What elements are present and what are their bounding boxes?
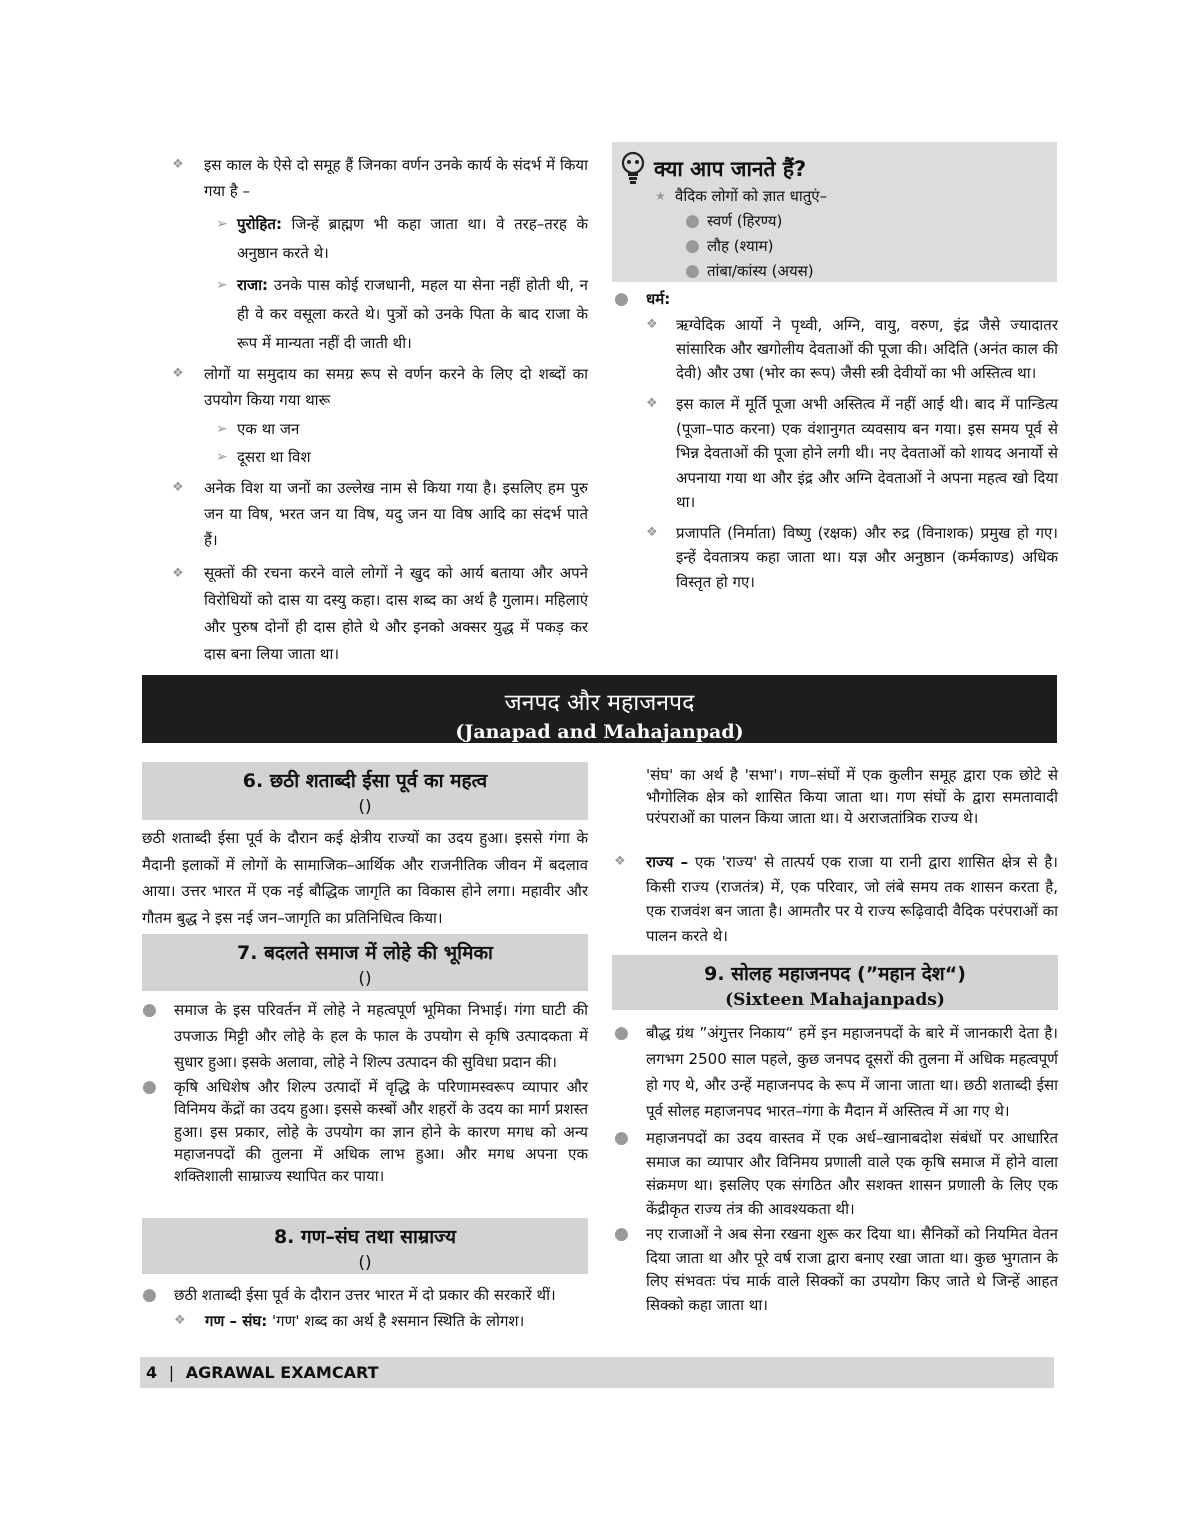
list-item: ● समाज के इस परिवर्तन में लोहे ने महत्वपूर्ण भूमिका निभाई। गंगा घाटी की उपजाऊ मिट्टी और लोहे के हल के फाल के उपयोग से कृषि उत्पादकता में सुधार हुआ। इसके अलावा, लोहे ने शिल्प उत्पादन की सुविधा प्रदान की।	[142, 997, 588, 1075]
term-purohit: पुरोहित:	[237, 215, 282, 233]
gana-sangh-continuation: 'संघ' का अर्थ है 'सभा'। गण–संघों में एक कुलीन समूह द्वारा एक छोटे से भौगोलिक क्षेत्र को शासित किया जाता था। गण संघों के द्वारा समतावादी परंपराओं का पालन किया जाता था। ये अराजतांत्रिक राज्य थे।	[646, 766, 1058, 827]
dot-bullet-icon: ●	[685, 261, 700, 281]
list-item: ● महाजनपदों का उदय वास्तव में एक अर्ध–खानाबदोश संबंधों पर आधारित समाज का व्यापार और विनिमय प्रणाली वाले एक कृषि समाज में होने वाला संक्रमण था। इसलिए एक संगठित और सशक्त शासन प्रणाली के लिए एक केंद्रीकृत राज्य तंत्र की आवश्यकता थी।	[614, 1128, 1058, 1218]
dot-bullet-icon: ●	[614, 289, 629, 309]
dot-bullet-icon: ●	[614, 1023, 629, 1043]
arrow-bullet-icon: ➢	[216, 449, 228, 465]
list-item: ❖ अनेक विश या जनों का उल्लेख नाम से किया गया है। इसलिए हम पुरु जन या विष, भरत जन या विष, यदु जन या विष आदि का संदर्भ पाते हैं।	[172, 475, 588, 553]
list-item: ★ वैदिक लोगों को ज्ञात धातुएं–	[655, 184, 1045, 209]
term-rajya: राज्य –	[646, 853, 689, 871]
list-item: ➢ एक था जन	[172, 415, 588, 443]
section-8-list	[142, 1282, 588, 1334]
page-number: 4	[146, 1363, 158, 1382]
banner-title-hindi: जनपद और महाजनपद	[504, 690, 695, 716]
dot-bullet-icon: ●	[685, 236, 700, 256]
section-7-heading: 7. बदलते समाज में लोहे की भूमिका ()	[142, 934, 588, 991]
list-item: ➢ दूसरा था विश	[172, 443, 588, 471]
diamond-bullet-icon: ❖	[172, 157, 184, 172]
rajya-item	[614, 850, 1058, 948]
list-item: ❖ ऋग्वेदिक आर्यो ने पृथ्वी, अग्नि, वायु, वरुण, इंद्र जैसे ज्यादातर सांसारिक और खगोलीय देवताओं की पूजा की। अदिति (अनंत काल की देवी) और उषा (भोर का रूप) जैसी स्त्री देवीयों का भी अस्तित्व था।	[614, 313, 1058, 385]
list-item: ● तांबा/कांस्य (अयस)	[655, 259, 1045, 284]
section-6-heading: 6. छठी शताब्दी ईसा पूर्व का महत्व ()	[142, 762, 588, 820]
dharma-heading: धर्म:	[646, 290, 671, 308]
list-item: ➢ पुरोहित: जिन्हें ब्राह्मण भी कहा जाता था। वे तरह–तरह के अनुष्ठान करते थे।	[172, 210, 588, 268]
diamond-bullet-icon: ❖	[646, 396, 658, 411]
did-you-know-title: क्या आप जानते हैं?	[654, 157, 807, 181]
section-6-text: छठी शताब्दी ईसा पूर्व के दौरान कई क्षेत्रीय राज्यों का उदय हुआ। इससे गंगा के मैदानी इलाकों में लोगों के सामाजिक–आर्थिक और राजनीतिक जीवन में बदलाव आया। उत्तर भारत में एक नई बौद्धिक जागृति का विकास होने लगा। महावीर और गौतम बुद्ध ने इस नई जन–जागृति का प्रतिनिधित्व किया।	[142, 829, 588, 927]
star-bullet-icon: ★	[655, 189, 666, 203]
section-9-heading: 9. सोलह महाजनपद (”महान देश“) (Sixteen Mahajanpads)	[612, 955, 1058, 1010]
list-item: ❖ प्रजापति (निर्माता) विष्णु (रक्षक) और रुद्र (विनाशक) प्रमुख हो गए। इन्हें देवतात्रय कहा जाता था। यज्ञ और अनुष्ठान (कर्मकाण्ड) अधिक विस्तृत हो गए।	[614, 521, 1058, 595]
lightbulb-icon	[619, 150, 647, 186]
list-item: ➢ राजा: उनके पास कोई राजधानी, महल या सेना नहीं होती थी, न ही वे कर वसूला करते थे। पुत्रों को उनके पिता के बाद राजा के रूप में मान्यता नहीं दी जाती थी।	[172, 271, 588, 358]
diamond-bullet-icon: ❖	[614, 854, 626, 869]
dharma-section	[614, 286, 1058, 594]
dot-bullet-icon: ●	[614, 1128, 629, 1148]
section-9-list	[614, 1020, 1058, 1317]
list-item: ● छठी शताब्दी ईसा पूर्व के दौरान उत्तर भारत में दो प्रकार की सरकारें थीं।	[142, 1282, 588, 1308]
did-you-know-content	[655, 184, 1045, 284]
dot-bullet-icon: ●	[614, 1224, 629, 1244]
list-item: ● बौद्ध ग्रंथ ”अंगुत्तर निकाय“ हमें इन महाजनपदों के बारे में जानकारी देता है। लगभग 2500 साल पहले, कुछ जनपद दूसरों की तुलना में अधिक महत्वपूर्ण हो गए थे, और उन्हें महाजनपद के रूप में जाना जाता था। छठी शताब्दी ईसा पूर्व सोलह महाजनपद भारत–गंगा के मैदान में अस्तित्व में आ गए थे।	[614, 1020, 1058, 1124]
list-item: ❖ लोगों या समुदाय का समग्र रूप से वर्णन करने के लिए दो शब्दों का उपयोग किया गया थारू	[172, 361, 588, 413]
chapter-banner	[142, 675, 1057, 743]
list-item: ❖ इस काल में मूर्ति पूजा अभी अस्तित्व में नहीं आई थी। बाद में पान्डित्य (पूजा–पाठ करना) एक वंशानुगत व्यवसाय बन गया। इस समय पूर्व से भिन्न देवताओं की पूजा होने लगी थी। नए देवताओं को शायद अनार्यो से अपनाया गया था और इंद्र और अग्नि देवताओं ने अपना महत्व खो दिया था।	[614, 392, 1058, 515]
diamond-bullet-icon: ❖	[172, 566, 184, 581]
list-item: ● कृषि अधिशेष और शिल्प उत्पादों में वृद्धि के परिणामस्वरूप व्यापार और विनिमय केंद्रों का उदय हुआ। इससे कस्बों और शहरों के उदय का मार्ग प्रशस्त हुआ। इस प्रकार, लोहे के उपयोग का ज्ञान होने के कारण मगध को अन्य महाजनपदों की तुलना में अधिक लाभ हुआ। और मगध अपना एक शक्तिशाली साम्राज्य स्थापित कर पाया।	[142, 1077, 588, 1186]
list-item: ● लौह (श्याम)	[655, 234, 1045, 259]
diamond-bullet-icon: ❖	[174, 1313, 186, 1328]
diamond-bullet-icon: ❖	[646, 524, 658, 540]
diamond-bullet-icon: ❖	[172, 366, 184, 381]
footer	[146, 1363, 378, 1382]
left-top-column	[172, 152, 588, 668]
diamond-bullet-icon: ❖	[646, 317, 658, 332]
list-item: ● स्वर्ण (हिरण्य)	[655, 209, 1045, 234]
term-raja: राजा:	[237, 276, 269, 294]
list-item: ❖ राज्य – एक 'राज्य' से तात्पर्य एक राजा या रानी द्वारा शासित क्षेत्र से है। किसी राज्य (राजतंत्र) में, एक परिवार, जो लंबे समय तक शासन करता है, एक राजवंश बन जाता है। आमतौर पर ये राज्य रूढ़िवादी वैदिक परंपराओं का पालन करते थे।	[614, 850, 1058, 948]
section-8-heading: 8. गण–संघ तथा साम्राज्य ()	[142, 1218, 588, 1274]
section-7-list	[142, 997, 588, 1187]
arrow-bullet-icon: ➢	[216, 421, 228, 437]
dharma-heading-row	[614, 286, 1058, 312]
brand-name: AGRAWAL EXAMCART	[185, 1363, 379, 1382]
dot-bullet-icon: ●	[142, 1285, 157, 1305]
term-gana-sangh: गण – संघ:	[205, 1312, 268, 1330]
dot-bullet-icon: ●	[142, 1077, 157, 1097]
list-item: ❖ सूक्तों की रचना करने वाले लोगों ने खुद को आर्य बताया और अपने विरोधियों को दास या दस्यु कहा। दास शब्द का अर्थ है गुलाम। महिलाएं और पुरुष दोनों ही दास होते थे और इनको अक्सर युद्ध में पकड़ कर दास बना लिया जाता था।	[172, 560, 588, 668]
dot-bullet-icon: ●	[142, 1000, 157, 1020]
list-item: ❖ गण – संघ: 'गण' शब्द का अर्थ है श्समान स्थिति के लोगश।	[142, 1308, 588, 1334]
banner-title-english: (Janapad and Mahajanpad)	[455, 721, 744, 743]
list-item: ● नए राजाओं ने अब सेना रखना शुरू कर दिया था। सैनिकों को नियमित वेतन दिया जाता था और पूरे वर्ष राजा द्वारा बनाए रखा जाता था। कुछ भुगतान के लिए संभवतः पंच मार्क वाले सिक्कों का उपयोग किए जाते थे जिन्हें आहत सिक्को कहा जाता था।	[614, 1224, 1058, 1314]
footer-separator: |	[168, 1363, 175, 1382]
arrow-bullet-icon: ➢	[216, 277, 228, 293]
dot-bullet-icon: ●	[685, 211, 700, 231]
arrow-bullet-icon: ➢	[216, 216, 228, 232]
list-item: ❖ इस काल के ऐसे दो समूह हैं जिनका वर्णन उनके कार्य के संदर्भ में किया गया है –	[172, 152, 588, 204]
diamond-bullet-icon: ❖	[172, 480, 184, 495]
